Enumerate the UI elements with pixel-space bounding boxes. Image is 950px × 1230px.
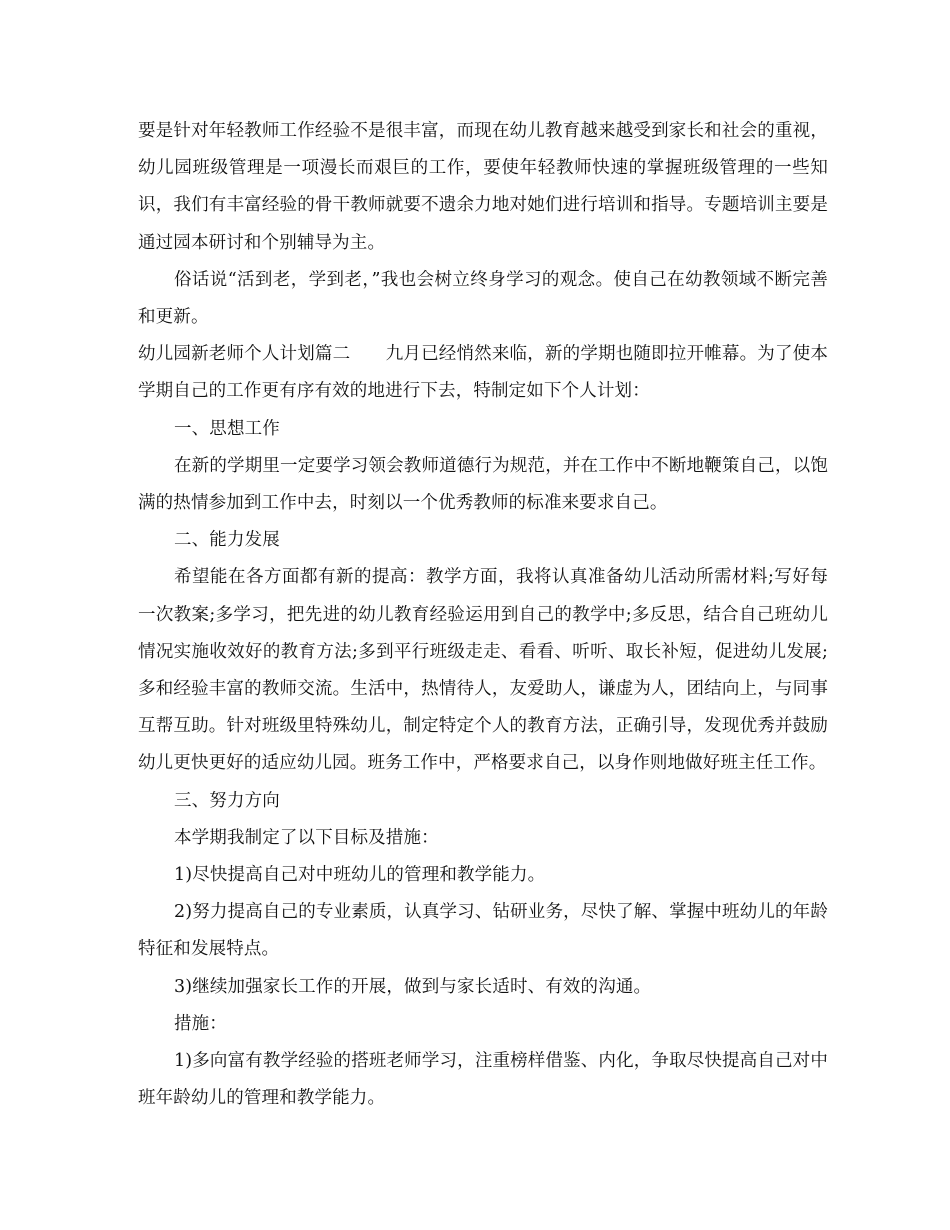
section-heading-ability: 二、能力发展 — [174, 530, 280, 551]
paragraph-goals-intro: 本学期我制定了以下目标及措施： — [174, 827, 439, 848]
measures-heading: 措施： — [174, 1013, 227, 1034]
section-heading-ideology: 一、思想工作 — [174, 418, 280, 439]
paragraph-training: 要是针对年轻教师工作经验不是很丰富，而现在幼儿教育越来越受到家长和社会的重视，幼儿园班级管理是一项漫长而艰巨的工作，要使年轻教师快速的掌握班级管理的一些知识，我们有丰富经验的骨干教师就要不遗余力地对她们进行培训和指导。专题培训主要是通过园本研讨和个别辅导为主。 — [138, 121, 828, 253]
paragraph-plan-intro: 幼儿园新老师个人计划篇二 九月已经悄然来临，新的学期也随即拉开帷幕。为了使本学期自己的工作更有序有效的地进行下去，特制定如下个人计划： — [138, 344, 828, 402]
paragraph-ability: 希望能在各方面都有新的提高：教学方面，我将认真准备幼儿活动所需材料;写好每一次教案;多学习，把先进的幼儿教育经验运用到自己的教学中;多反思，结合自己班幼儿情况实施收效好的教育方法;多到平行班级走走、看看、听听、取长补短，促进幼儿发展;多和经验丰富的教师交流。生活中，热情待人，友爱助人，谦虚为人，团结向上，与同事互帮互助。针对班级里特殊幼儿，制定特定个人的教育方法，正确引导，发现优秀并鼓励幼儿更快更好的适应幼儿园。班务工作中，严格要求自己，以身作则地做好班主任工作。 — [138, 567, 828, 774]
document-body — [138, 113, 828, 1117]
list-item-goal-1: 1)尽快提高自己对中班幼儿的管理和教学能力。 — [174, 865, 546, 886]
section-heading-direction: 三、努力方向 — [174, 790, 280, 811]
paragraph-ideology: 在新的学期里一定要学习领会教师道德行为规范，并在工作中不断地鞭策自己，以饱满的热情参加到工作中去，时刻以一个优秀教师的标准来要求自己。 — [138, 455, 828, 514]
list-item-goal-3: 3)继续加强家长工作的开展，做到与家长适时、有效的沟通。 — [174, 976, 652, 997]
list-item-measure-1: 1)多向富有教学经验的搭班老师学习，注重榜样借鉴、内化，争取尽快提高自己对中班年龄幼儿的管理和教学能力。 — [138, 1051, 828, 1109]
paragraph-lifelong-learning: 俗话说“活到老，学到老，”我也会树立终身学习的观念。使自己在幼教领域不断完善和更新。 — [138, 269, 828, 328]
list-item-goal-2: 2)努力提高自己的专业素质，认真学习、钻研业务，尽快了解、掌握中班幼儿的年龄特征和发展特点。 — [138, 902, 828, 960]
